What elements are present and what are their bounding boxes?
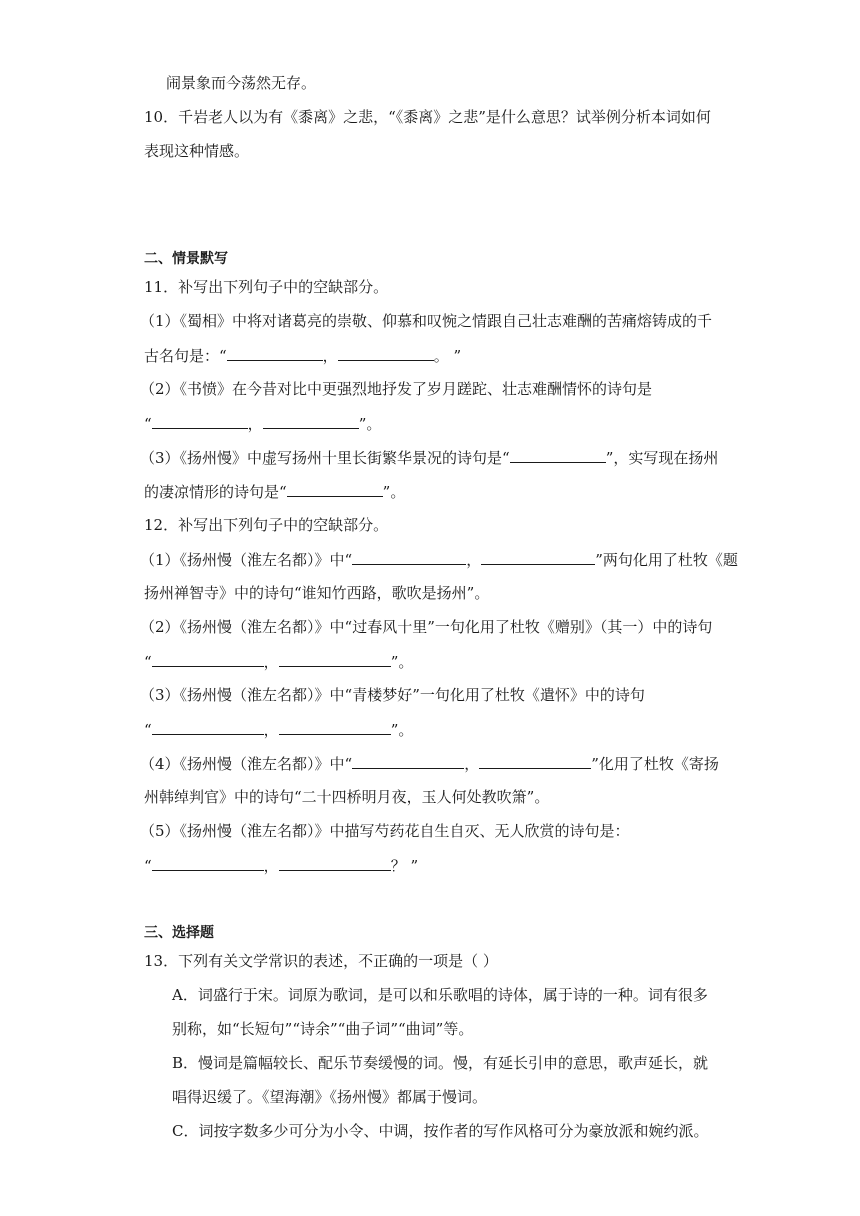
answer-blank[interactable] (227, 345, 323, 361)
q13-stem: 13．下列有关文学常识的表述，不正确的一项是（ ） (144, 952, 498, 970)
open-quote: “ (144, 721, 152, 739)
q12-part3-line1: （3）《扬州慢（淮左名都）》中“青楼梦好”一句化用了杜牧《遣怀》中的诗句 (140, 686, 645, 704)
answer-blank[interactable] (152, 651, 264, 667)
q12-part1-line1 (140, 549, 738, 570)
comma-text: ， (263, 721, 279, 739)
answer-blank[interactable] (152, 413, 248, 429)
q12-part3-line2 (144, 719, 413, 740)
q11-part2-line2 (144, 413, 381, 434)
q12-part5-line1: （5）《扬州慢（淮左名都）》中描写芍药花自生自灭、无人欣赏的诗句是： (140, 822, 630, 840)
answer-blank[interactable] (338, 345, 434, 361)
q11-part3-prefix: （3）《扬州慢》中虚写扬州十里长街繁华景况的诗句是“ (140, 449, 510, 467)
comma-text: ， (464, 755, 480, 773)
q10-line1: 10．千岩老人以为有《黍离》之悲，“《黍离》之悲”是什么意思？试举例分析本词如何 (144, 108, 711, 126)
q12-part4-line2: 州韩绰判官》中的诗句“二十四桥明月夜，玉人何处教吹箫”。 (144, 788, 550, 806)
q12-part1-suffix: ”两句化用了杜牧《题 (595, 551, 738, 569)
q13-option-c-line1: C．词按字数多少可分为小令、中调，按作者的写作风格可分为豪放派和婉约派。 (172, 1122, 709, 1140)
answer-blank[interactable] (481, 549, 595, 565)
answer-blank[interactable] (279, 855, 391, 871)
q12-part4-prefix: （4）《扬州慢（淮左名都）》中“ (140, 755, 353, 773)
q13-option-b-line1: B．慢词是篇幅较长、配乐节奏缓慢的词。慢，有延长引申的意思，歌声延长，就 (172, 1054, 709, 1072)
q12-stem: 12．补写出下列句子中的空缺部分。 (144, 516, 389, 534)
section2-heading: 二、情景默写 (144, 251, 228, 267)
q10-line2: 表现这种情感。 (144, 142, 250, 160)
closing-text: ”。 (390, 653, 414, 671)
answer-blank[interactable] (352, 753, 464, 769)
q11-part3-line2 (144, 481, 405, 502)
q13-option-b-line2: 唱得迟缓了。《望海潮》《扬州慢》都属于慢词。 (172, 1088, 488, 1106)
q12-part5-line2 (144, 855, 418, 876)
q11-part2-line1: （2）《书愤》在今昔对比中更强烈地抒发了岁月蹉跎、壮志难酬情怀的诗句是 (140, 380, 653, 398)
answer-blank[interactable] (287, 481, 383, 497)
q11-part3-line1 (140, 447, 718, 468)
open-quote: “ (144, 653, 152, 671)
q12-part1-line2: 扬州禅智寺》中的诗句“谁知竹西路，歌吹是扬州”。 (144, 584, 490, 602)
q11-part3-suffix: ”，实写现在扬州 (605, 449, 719, 467)
q12-part1-prefix: （1）《扬州慢（淮左名都）》中“ (140, 551, 353, 569)
comma-text: ， (263, 857, 279, 875)
q12-part4-suffix: ”化用了杜牧《寄扬 (591, 755, 719, 773)
closing-text: 。 ” (433, 347, 462, 365)
comma-text: ， (263, 653, 279, 671)
q12-part4-line1 (140, 753, 719, 774)
closing-text: ？ ” (390, 857, 419, 875)
q11-part3-line2-prefix: 的凄凉情形的诗句是“ (144, 483, 287, 501)
answer-blank[interactable] (279, 651, 391, 667)
answer-blank[interactable] (279, 719, 391, 735)
q12-part2-line1: （2）《扬州慢（淮左名都）》中“过春风十里”一句化用了杜牧《赠别》（其一）中的诗句 (140, 618, 713, 636)
q12-part2-line2 (144, 651, 413, 672)
answer-blank[interactable] (352, 549, 466, 565)
q13-option-a-line2: 别称，如“长短句”“诗余”“曲子词”“曲词”等。 (172, 1020, 474, 1038)
answer-blank[interactable] (152, 719, 264, 735)
q11-stem: 11．补写出下列句子中的空缺部分。 (144, 278, 389, 296)
comma-text: ， (322, 347, 338, 365)
answer-blank[interactable] (152, 855, 264, 871)
answer-blank[interactable] (510, 447, 606, 463)
q11-part1-prefix: 古名句是：“ (144, 347, 227, 365)
q13-option-a-line1: A．词盛行于宋。词原为歌词，是可以和乐歌唱的诗体，属于诗的一种。词有很多 (172, 986, 708, 1004)
section3-heading: 三、选择题 (144, 925, 214, 941)
q11-part1-line1: （1）《蜀相》中将对诸葛亮的崇敬、仰慕和叹惋之情跟自己壮志难酬的苦痛熔铸成的千 (140, 312, 713, 330)
answer-blank[interactable] (263, 413, 359, 429)
closing-text: ”。 (382, 483, 406, 501)
comma-text: ， (247, 415, 263, 433)
q11-part1-line2 (144, 345, 461, 366)
open-quote: “ (144, 415, 152, 433)
q9-tail-text: 闹景象而今荡然无存。 (166, 74, 317, 92)
closing-text: ”。 (358, 415, 382, 433)
comma-text: ， (466, 551, 482, 569)
closing-text: ”。 (390, 721, 414, 739)
open-quote: “ (144, 857, 152, 875)
answer-blank[interactable] (479, 753, 591, 769)
